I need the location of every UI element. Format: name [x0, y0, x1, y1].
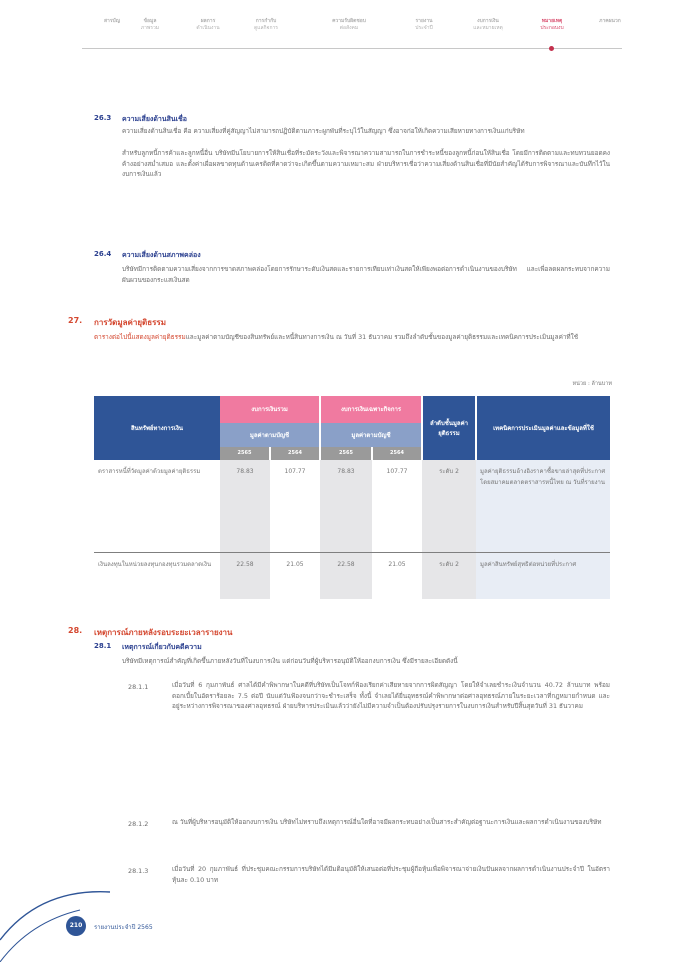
page-number: 210: [66, 916, 86, 936]
table-cell-method: มูลค่าสินทรัพย์สุทธิต่อหน่วยที่ประกาศ: [476, 553, 610, 600]
nav-item-subtitle: ภาพรวม: [140, 25, 160, 31]
paragraph: สำหรับลูกหนี้การค้าและลูกหนี้อื่น บริษัทมีนโยบายการให้สินเชื่อที่ระมัดระวังและพิจารณาความสามารถในการชำระหนี้ของลูกหนี้ก่อนให้สินเชื่อ โดยมีการติดตามและทบทวนยอดคงค้างอย่างสม่ำเสมอ และตั้งค่าเผื่อผลขาดทุนด้านเครดิตที่คาดว่าจะเกิดขึ้นตามความเหมาะสม ฝ่ายบริหารเชื่อว่าความเสี่ยงด้านสินเชื่อที่มีนัยสำคัญได้รับการพิจารณาและบันทึกไว้ในงบการเงินแล้ว: [122, 149, 610, 179]
nav-item-title: ความรับผิดชอบ: [332, 18, 366, 24]
nav-item-subtitle: ประจำปี: [415, 25, 433, 31]
nav-item-overview[interactable]: [120, 18, 180, 32]
nav-item-subtitle: และหมายเหตุ: [473, 25, 503, 31]
table-cell-value: 21.05: [388, 561, 406, 568]
nav-item-financial-statements[interactable]: [458, 18, 518, 32]
table-cell-value: 107.77: [270, 460, 320, 553]
column-subheader: มูลค่าตามบัญชี: [220, 423, 320, 447]
section-title: การวัดมูลค่ายุติธรรม: [94, 318, 166, 327]
column-group-header: งบการเงินเฉพาะกิจการ: [320, 396, 422, 423]
nav-item-governance[interactable]: [236, 18, 296, 32]
nav-item-title: ข้อมูล: [143, 18, 157, 24]
section-number: 28.: [68, 626, 83, 635]
nav-item-appendix[interactable]: [580, 18, 640, 25]
section-title: ความเสี่ยงด้านสภาพคล่อง: [122, 251, 201, 259]
paragraph: [94, 332, 610, 343]
nav-item-subtitle: ต่อสังคม: [339, 25, 359, 31]
table-cell-item: ตราสารหนี้ที่วัดมูลค่าด้วยมูลค่ายุติธรรม: [94, 460, 220, 553]
paragraph-lead: ตารางต่อไปนี้แสดงมูลค่ายุติธรรม: [94, 333, 186, 341]
nav-item-title: หมายเหตุ: [541, 18, 563, 24]
item-text: เมื่อวันที่ 20 กุมภาพันธ์ ที่ประชุมคณะกรรมการบริษัทได้มีมติอนุมัติให้เสนอต่อที่ประชุมผู้ถือหุ้นเพื่อพิจารณาจ่ายเงินปันผลจากผลการดำเนินงานประจำปี ในอัตราหุ้นละ 0.10 บาท: [172, 865, 610, 884]
table-cell-value: 107.77: [372, 460, 422, 553]
footer-title: รายงานประจำปี 2565: [94, 924, 153, 931]
nav-divider: [82, 48, 622, 49]
nav-item-title: การกำกับ: [255, 18, 277, 24]
nav-item-report[interactable]: [394, 18, 454, 32]
paragraph: บริษัทมีการติดตามความเสี่ยงจากการขาดสภาพคล่องโดยการรักษาระดับเงินสดและรายการเทียบเท่าเงินสดให้เพียงพอต่อการดำเนินงานของบริษัท และเพื่อลดผลกระทบจากความผันผวนของกระแสเงินสด: [122, 265, 610, 284]
nav-item-notes[interactable]: [522, 18, 582, 32]
table-cell-value: 78.83: [220, 460, 270, 553]
table-cell-level: ระดับ 2: [422, 553, 476, 600]
table-cell-level: ระดับ 2: [422, 460, 476, 553]
column-header-item: สินทรัพย์ทางการเงิน: [94, 396, 220, 460]
paragraph: ความเสี่ยงด้านสินเชื่อ คือ ความเสี่ยงที่คู่สัญญาไม่สามารถปฏิบัติตามภาระผูกพันที่ระบุไว้ในสัญญา ซึ่งอาจก่อให้เกิดความเสียหายทางการเงินแก่บริษัท: [122, 127, 525, 135]
table-cell-value: 21.05: [286, 561, 304, 568]
table-cell-value: 22.58: [320, 553, 372, 600]
nav-item-subtitle: ดูแลกิจการ: [253, 25, 278, 31]
nav-item-csr[interactable]: [304, 18, 394, 32]
column-subheader: มูลค่าตามบัญชี: [320, 423, 422, 447]
section-number: 26.4: [94, 250, 112, 258]
table-cell-value: 22.58: [220, 553, 270, 600]
nav-item-title: สารบัญ: [104, 18, 120, 24]
section-number: 27.: [68, 316, 83, 325]
subsection-title: เหตุการณ์เกี่ยวกับคดีความ: [122, 643, 202, 651]
column-year: 2564: [270, 447, 320, 460]
fair-value-table: [94, 396, 610, 599]
nav-item-title: ภาคผนวก: [599, 18, 621, 24]
nav-item-title: ผลการ: [200, 18, 216, 24]
nav-item-subtitle: ดำเนินงาน: [196, 25, 220, 31]
table-cell-item: เงินลงทุนในหน่วยลงทุนกองทุนรวมตลาดเงิน: [98, 561, 212, 568]
column-group-header: งบการเงินรวม: [220, 396, 320, 423]
section-title: เหตุการณ์ภายหลังรอบระยะเวลารายงาน: [94, 628, 233, 637]
decorative-arc: [0, 870, 120, 962]
nav-item-subtitle: ประกอบงบ: [540, 25, 564, 31]
table-cell-value: 78.83: [320, 460, 372, 553]
nav-active-indicator: [549, 46, 554, 51]
paragraph-body: และมูลค่าตามบัญชีของสินทรัพย์และหนี้สินทางการเงิน ณ วันที่ 31 ธันวาคม รวมถึงลำดับชั้นของมูลค่ายุติธรรมและเทคนิคการประเมินมูลค่าที่ใช้: [185, 333, 579, 341]
item-text: เมื่อวันที่ 6 กุมภาพันธ์ ศาลได้มีคำพิพากษาในคดีที่บริษัทเป็นโจทก์ฟ้องเรียกค่าเสียหายจากการผิดสัญญา โดยให้จำเลยชำระเงินจำนวน 40.72 ล้านบาท พร้อมดอกเบี้ยในอัตราร้อยละ 7.5 ต่อปี นับแต่วันฟ้องจนกว่าจะชำระเสร็จ ทั้งนี้ จำเลยได้ยื่นอุทธรณ์คำพิพากษาต่อศาลอุทธรณ์ภายในระยะเวลาที่กฎหมายกำหนด และอยู่ระหว่างการพิจารณาของศาลอุทธรณ์ ฝ่ายบริหารประเมินแล้วว่ายังไม่มีความจำเป็นต้องปรับปรุงรายการในงบการเงินสำหรับปีสิ้นสุดวันที่ 31 ธันวาคม: [172, 681, 610, 711]
section-title: ความเสี่ยงด้านสินเชื่อ: [122, 115, 188, 123]
nav-item-operations[interactable]: [178, 18, 238, 32]
item-number: 28.1.1: [128, 683, 149, 691]
column-year: 2564: [372, 447, 422, 460]
paragraph: บริษัทมีเหตุการณ์สำคัญที่เกิดขึ้นภายหลังวันที่ในงบการเงิน แต่ก่อนวันที่ผู้บริหารอนุมัติให้ออกงบการเงิน ซึ่งมีรายละเอียดดังนี้: [122, 657, 458, 665]
item-text: ณ วันที่ผู้บริหารอนุมัติให้ออกงบการเงิน บริษัทไม่ทราบถึงเหตุการณ์อื่นใดที่อาจมีผลกระทบอย่างเป็นสาระสำคัญต่อฐานะการเงินและผลการดำเนินงานของบริษัท: [172, 818, 602, 826]
table-row: [94, 460, 610, 553]
nav-item-title: รายงาน: [415, 18, 433, 24]
column-header-method: เทคนิคการประเมินมูลค่าและข้อมูลที่ใช้: [476, 396, 610, 460]
table-cell-method: มูลค่ายุติธรรมอ้างอิงราคาซื้อขายล่าสุดที่ประกาศโดยสมาคมตลาดตราสารหนี้ไทย ณ วันที่รายงาน: [476, 460, 610, 553]
table-unit: หน่วย : ล้านบาท: [572, 381, 612, 387]
subsection-number: 28.1: [94, 642, 112, 650]
item-number: 28.1.2: [128, 820, 149, 828]
column-header-level: ลำดับชั้นมูลค่ายุติธรรม: [422, 396, 476, 460]
nav-item-title: งบการเงิน: [477, 18, 499, 24]
column-year: 2565: [320, 447, 372, 460]
section-number: 26.3: [94, 114, 112, 122]
column-year: 2565: [220, 447, 270, 460]
item-number: 28.1.3: [128, 867, 149, 875]
table-row: [94, 553, 610, 600]
